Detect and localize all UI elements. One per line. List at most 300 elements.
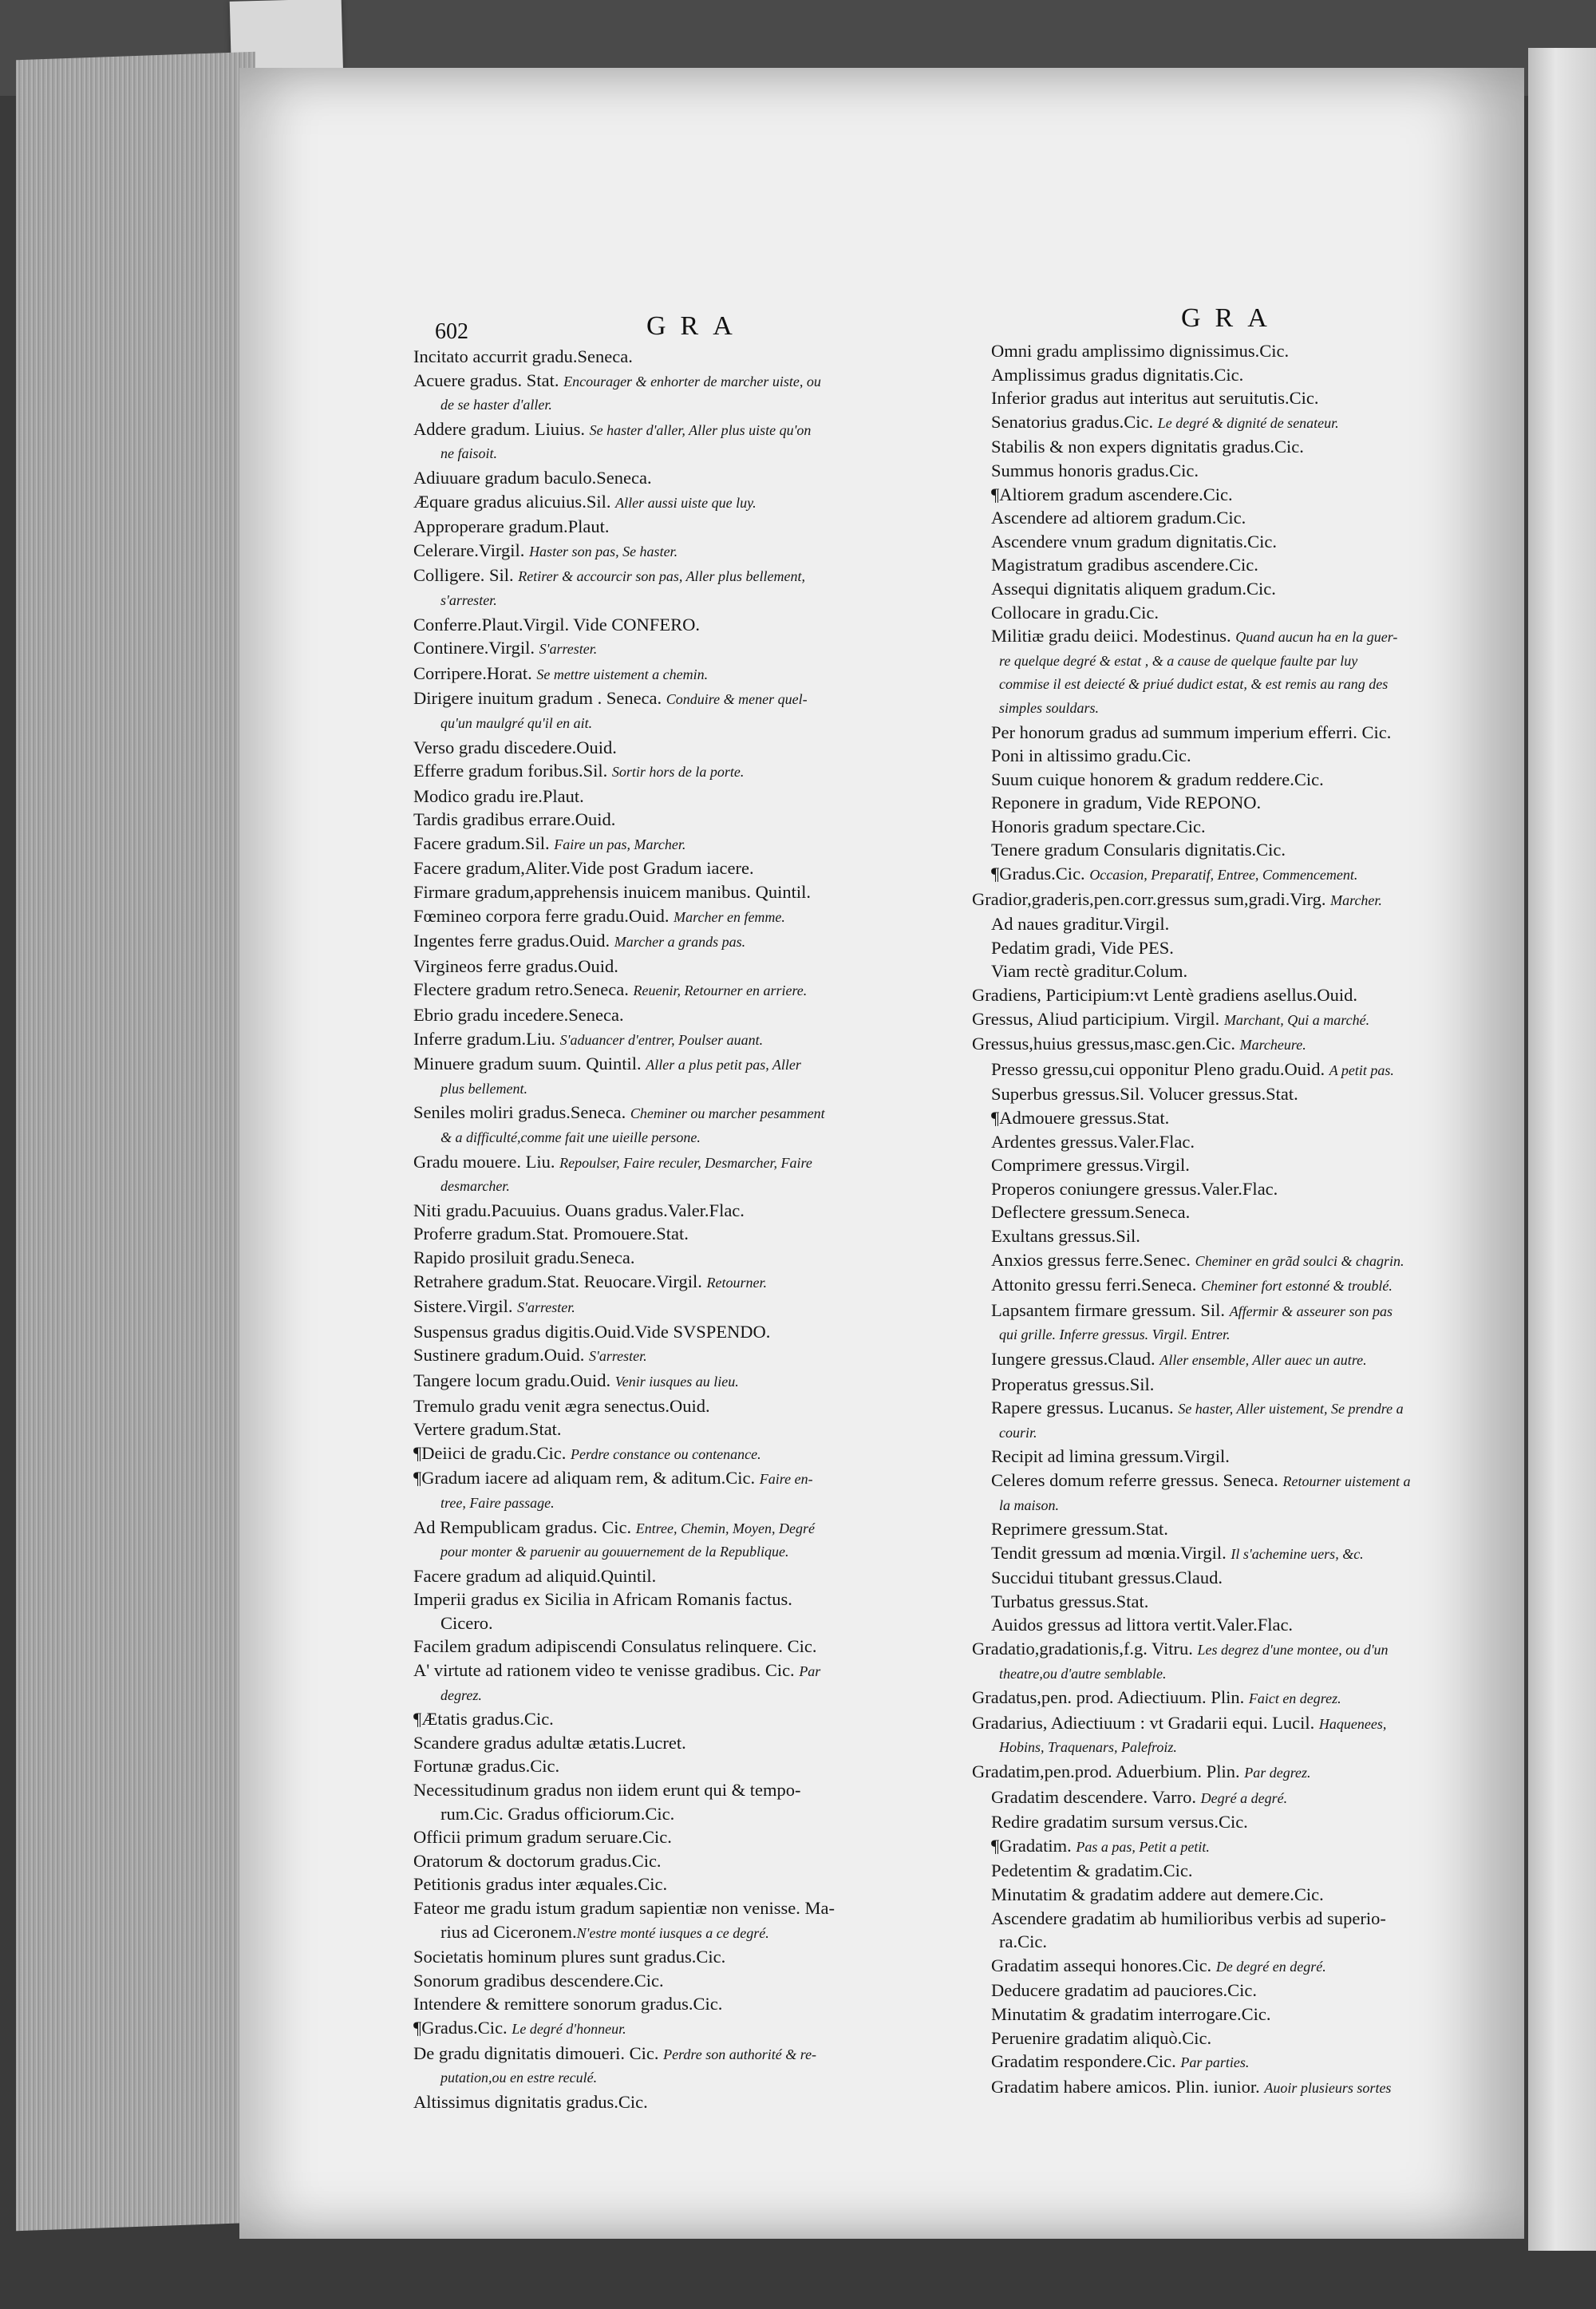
french-gloss: Cheminer en grãd soulci & chagrin.: [1195, 1252, 1404, 1269]
latin-text: Celerare.Virgil.: [413, 540, 525, 560]
latin-text: Minutatim & gradatim interrogare.Cic.: [991, 2003, 1271, 2024]
dictionary-entry: [413, 1731, 972, 1755]
entry-continuation: qui grille. Inferre gressus. Virgil. Entrer.: [999, 1326, 1231, 1343]
book-page: [239, 68, 1524, 2239]
latin-text: Corripere.Horat.: [413, 662, 532, 683]
latin-text: Succidui titubant gressus.Claud.: [991, 1568, 1223, 1588]
dictionary-entry: [413, 1222, 972, 1246]
latin-text: Presso gressu,cui opponitur Pleno gradu.Ouid.: [991, 1058, 1325, 1079]
dictionary-entry: [972, 1517, 1531, 1541]
latin-text: Acuere gradus. Stat.: [413, 370, 559, 390]
latin-text: Gradatim respondere.Cic.: [991, 2051, 1176, 2072]
latin-text: Cicero.: [440, 1612, 493, 1633]
latin-text: Rapere gressus. Lucanus.: [991, 1398, 1174, 1418]
latin-text: Iungere gressus.Claud.: [991, 1348, 1156, 1369]
french-gloss: Il s'achemine uers, &c.: [1231, 1545, 1364, 1562]
latin-text: Gradiens, Participium:vt Lentè gradiens asellus.Ouid.: [972, 985, 1358, 1006]
french-gloss: Quand aucun ha en la guer-: [1235, 629, 1398, 646]
dictionary-entry: [413, 856, 972, 880]
latin-text: Assequi dignitatis aliquem gradum.Cic.: [991, 578, 1276, 599]
dictionary-entry: [972, 363, 1531, 387]
latin-text: Tenere gradum Consularis dignitatis.Cic.: [991, 840, 1286, 860]
latin-text: Fœmineo corpora ferre gradu.Ouid.: [413, 905, 670, 926]
dictionary-entry: [413, 978, 972, 1003]
latin-text: Stabilis & non expers dignitatis gradus.Cic.: [991, 437, 1304, 457]
dictionary-entry: [972, 1177, 1531, 1201]
dictionary-entry: [413, 686, 972, 712]
dictionary-entry: [972, 2026, 1531, 2050]
french-gloss: Les degrez d'une montee, ou d'un: [1197, 1642, 1389, 1659]
dictionary-entry: [972, 1834, 1531, 1860]
page-header: [239, 303, 1524, 343]
dictionary-entry: [413, 929, 972, 955]
left-column: [413, 345, 972, 2113]
latin-text: Inferior gradus aut interitus aut seruitutis.Cic.: [991, 388, 1319, 409]
dictionary-entry: [972, 815, 1531, 839]
latin-text: Sistere.Virgil.: [413, 1296, 513, 1317]
latin-text: Ascendere ad altiorem gradum.Cic.: [991, 508, 1246, 528]
latin-text: Auidos gressus ad littora vertit.Valer.Flac.: [991, 1615, 1294, 1635]
dictionary-entry: [972, 1347, 1531, 1373]
headword-entry: [972, 1686, 1531, 1711]
latin-text: Gradatio,gradationis,f.g. Vitru.: [972, 1639, 1193, 1659]
latin-text: Properos coniungere gressus.Valer.Flac.: [991, 1178, 1278, 1199]
dictionary-entry: [413, 1295, 972, 1320]
latin-text: Ascendere gradatim ab humilioribus verbis ad superio-: [991, 1908, 1386, 1928]
dictionary-entry: [972, 1396, 1531, 1421]
entry-continuation: plus bellement.: [440, 1080, 527, 1097]
latin-text: Gradu mouere. Liu.: [413, 1151, 555, 1172]
latin-text: Tremulo gradu venit ægra senectus.Ouid.: [413, 1395, 710, 1416]
facing-page-edge: [1528, 48, 1596, 2251]
latin-text: Ad naues graditur.Virgil.: [991, 914, 1170, 935]
dictionary-entry: [972, 624, 1531, 650]
french-gloss: N'estre monté iusques a ce degré.: [576, 1924, 769, 1941]
french-gloss: Conduire & mener quel-: [666, 691, 808, 708]
french-gloss: Venir iusques au lieu.: [614, 1373, 739, 1390]
dictionary-entry: [413, 1199, 972, 1223]
latin-text: ra.Cic.: [999, 1931, 1047, 1952]
dictionary-entry: [413, 1394, 972, 1418]
dictionary-entry: [413, 2016, 972, 2042]
french-gloss: Par: [799, 1663, 821, 1680]
latin-text: Suum cuique honorem & gradum reddere.Cic.: [991, 769, 1324, 789]
dictionary-entry: [972, 1590, 1531, 1614]
latin-text: Rapido prosiluit gradu.Seneca.: [413, 1247, 635, 1267]
dictionary-entry: [972, 1082, 1531, 1106]
latin-text: rum.Cic. Gradus officiorum.Cic.: [440, 1803, 675, 1824]
dictionary-entry: [413, 1027, 972, 1053]
latin-text: ¶Gradus.Cic.: [413, 2017, 508, 2038]
entry-continuation: ne faisoit.: [440, 445, 497, 462]
latin-text: Ebrio gradu incedere.Seneca.: [413, 1005, 624, 1026]
latin-text: Poni in altissimo gradu.Cic.: [991, 745, 1191, 766]
latin-text: Dirigere inuitum gradum . Seneca.: [413, 688, 662, 709]
entry-continuation: theatre,ou d'autre semblable.: [999, 1665, 1167, 1682]
latin-text: Minuere gradum suum. Quintil.: [413, 1054, 642, 1074]
entry-continuation: putation,ou en estre reculé.: [440, 2070, 598, 2086]
latin-text: Gradatim assequi honores.Cic.: [991, 1955, 1212, 1975]
latin-text: Ascendere vnum gradum dignitatis.Cic.: [991, 531, 1278, 552]
dictionary-entry: [972, 2075, 1531, 2101]
french-gloss: Marcher.: [1330, 892, 1382, 908]
running-head-right: GRA: [1181, 303, 1282, 333]
dictionary-entry: [972, 1907, 1531, 1931]
dictionary-entry: [972, 1469, 1531, 1494]
latin-text: Efferre gradum foribus.Sil.: [413, 761, 608, 781]
dictionary-entry: [413, 1343, 972, 1369]
dictionary-entry: [413, 1754, 972, 1778]
latin-text: Suspensus gradus digitis.Ouid.Vide SVSPENDO.: [413, 1321, 771, 1342]
dictionary-entry: [972, 1058, 1531, 1083]
latin-text: Pedetentim & gradatim.Cic.: [991, 1860, 1193, 1881]
french-gloss: Haster son pas, Se haster.: [529, 543, 678, 559]
latin-text: Intendere & remittere sonorum gradus.Cic.: [413, 1994, 723, 2014]
latin-text: Pedatim gradi, Vide PES.: [991, 937, 1174, 958]
dictionary-entry: [413, 2090, 972, 2114]
latin-text: Ardentes gressus.Valer.Flac.: [991, 1131, 1195, 1152]
entry-continuation: courir.: [999, 1424, 1037, 1441]
latin-text: Incitato accurrit gradu.Seneca.: [413, 346, 633, 366]
latin-text: Niti gradu.Pacuuius. Ouans gradus.Valer.Flac.: [413, 1200, 745, 1220]
latin-text: Exultans gressus.Sil.: [991, 1225, 1140, 1246]
dictionary-entry: [413, 1707, 972, 1731]
dictionary-entry: [972, 601, 1531, 625]
dictionary-entry: [413, 539, 972, 564]
dictionary-entry: [972, 1299, 1531, 1324]
french-gloss: Le degré & dignité de senateur.: [1157, 414, 1339, 431]
french-gloss: Degré a degré.: [1200, 1789, 1288, 1806]
dictionary-entry: [972, 862, 1531, 888]
french-gloss: Faict en degrez.: [1248, 1690, 1341, 1707]
dictionary-entry: [972, 459, 1531, 483]
french-gloss: Cheminer ou marcher pesamment: [630, 1105, 825, 1122]
dictionary-entry: [972, 1810, 1531, 1834]
latin-text: A' virtute ad rationem video te venisse gradibus. Cic.: [413, 1660, 795, 1681]
dictionary-entry: [413, 662, 972, 687]
latin-text: Ingentes ferre gradus.Ouid.: [413, 931, 610, 951]
french-gloss: Cheminer fort estonné & troublé.: [1201, 1278, 1393, 1295]
latin-text: Continere.Virgil.: [413, 638, 535, 658]
french-gloss: Faire un pas, Marcher.: [554, 836, 686, 852]
dictionary-entry: [972, 1541, 1531, 1567]
latin-text: Gradatim habere amicos. Plin. iunior.: [991, 2076, 1260, 2097]
latin-text: Conferre.Plaut.Virgil. Vide CONFERO.: [413, 614, 700, 635]
dictionary-entry: [972, 1248, 1531, 1274]
latin-text: Lapsantem firmare gressum. Sil.: [991, 1299, 1226, 1320]
latin-text: Recipit ad limina gressum.Virgil.: [991, 1446, 1230, 1467]
french-gloss: Retourner.: [706, 1274, 767, 1291]
french-gloss: Se mettre uistement a chemin.: [536, 666, 709, 682]
latin-text: Deflectere gressum.Seneca.: [991, 1202, 1191, 1223]
dictionary-entry: [972, 386, 1531, 410]
latin-text: Ad Rempublicam gradus. Cic.: [413, 1516, 632, 1537]
entry-continuation: degrez.: [440, 1686, 482, 1703]
french-gloss: Marcher a grands pas.: [614, 934, 746, 951]
dictionary-entry: [413, 880, 972, 904]
dictionary-entry: [972, 912, 1531, 936]
dictionary-entry: [972, 1566, 1531, 1590]
dictionary-entry: [972, 1373, 1531, 1397]
french-gloss: Aller ensemble, Aller auec un autre.: [1159, 1351, 1367, 1368]
right-column: [972, 339, 1531, 2100]
dictionary-entry: [413, 417, 972, 443]
dictionary-entry: [413, 1659, 972, 1684]
latin-text: Anxios gressus ferre.Senec.: [991, 1249, 1191, 1270]
latin-text: Firmare gradum,apprehensis inuicem manibus. Quintil.: [413, 882, 812, 903]
french-gloss: Faire en-: [759, 1471, 813, 1488]
latin-text: Verso gradu discedere.Ouid.: [413, 737, 617, 757]
french-gloss: Marcheure.: [1239, 1037, 1306, 1054]
entry-continuation: Hobins, Traquenars, Palefroiz.: [999, 1739, 1177, 1756]
dictionary-entry: [972, 577, 1531, 601]
french-gloss: Marcher en femme.: [674, 908, 785, 925]
latin-text: Senatorius gradus.Cic.: [991, 411, 1154, 432]
dictionary-entry: [413, 1849, 972, 1873]
french-gloss: S'arrester.: [517, 1299, 575, 1316]
dictionary-entry: [413, 1369, 972, 1394]
french-gloss: Affermir & asseurer son pas: [1229, 1303, 1393, 1319]
french-gloss: Par parties.: [1180, 2054, 1250, 2071]
latin-text: Sonorum gradibus descendere.Cic.: [413, 1970, 664, 1991]
dictionary-entry: [413, 1992, 972, 2016]
dictionary-entry: [972, 2003, 1531, 2026]
dictionary-entry: [413, 904, 972, 930]
entry-continuation: & a difficulté,comme fait une uieille persone.: [440, 1129, 701, 1145]
dictionary-entry: [972, 483, 1531, 507]
latin-text: ¶Altiorem gradum ascendere.Cic.: [991, 484, 1233, 504]
latin-text: Fortunæ gradus.Cic.: [413, 1756, 560, 1777]
french-gloss: Haquenees,: [1318, 1715, 1387, 1732]
dictionary-entry: [413, 1896, 972, 1920]
dictionary-entry: [413, 1417, 972, 1441]
dictionary-entry: [413, 832, 972, 857]
latin-text: Magistratum gradibus ascendere.Cic.: [991, 555, 1258, 575]
french-gloss: Repoulser, Faire reculer, Desmarcher, Faire: [559, 1154, 812, 1171]
dictionary-entry: [413, 563, 972, 589]
latin-text: ¶Gradum iacere ad aliquam rem, & aditum.Cic.: [413, 1468, 756, 1489]
latin-text: Imperii gradus ex Sicilia in Africam Romanis factus.: [413, 1589, 792, 1610]
latin-text: Proferre gradum.Stat. Promouere.Stat.: [413, 1224, 689, 1244]
dictionary-entry: [413, 1516, 972, 1541]
french-gloss: Retourner uistement a: [1282, 1473, 1411, 1489]
entry-continuation: [413, 1920, 972, 1946]
french-gloss: S'arrester.: [588, 1348, 647, 1365]
latin-text: Gressus, Aliud participium. Virgil.: [972, 1008, 1220, 1029]
dictionary-entry: [972, 1224, 1531, 1248]
headword-entry: [972, 1711, 1531, 1737]
dictionary-entry: [972, 410, 1531, 436]
dictionary-entry: [413, 1246, 972, 1270]
dictionary-entry: [972, 553, 1531, 577]
latin-text: ¶Admouere gressus.Stat.: [991, 1108, 1170, 1128]
dictionary-entry: [972, 936, 1531, 960]
french-gloss: Se haster, Aller uistement, Se prendre a: [1178, 1401, 1404, 1417]
french-gloss: Aller aussi uiste que luy.: [615, 494, 757, 511]
latin-text: Vertere gradum.Stat.: [413, 1419, 562, 1440]
dictionary-entry: [972, 721, 1531, 745]
french-gloss: Pas a pas, Petit a petit.: [1076, 1838, 1210, 1855]
latin-text: Viam rectè graditur.Colum.: [991, 961, 1188, 982]
latin-text: Altissimus dignitatis gradus.Cic.: [413, 2091, 648, 2112]
dictionary-entry: [972, 959, 1531, 983]
latin-text: Facere gradum.Sil.: [413, 832, 550, 853]
french-gloss: S'arrester.: [539, 641, 598, 658]
french-gloss: Sortir hors de la porte.: [611, 764, 745, 781]
headword-entry: [972, 1032, 1531, 1058]
latin-text: Petitionis gradus inter æquales.Cic.: [413, 1874, 668, 1895]
dictionary-entry: [413, 1270, 972, 1295]
dictionary-entry: [413, 1441, 972, 1467]
dictionary-entry: [972, 768, 1531, 792]
dictionary-entry: [413, 1320, 972, 1344]
dictionary-entry: [413, 490, 972, 516]
latin-text: ¶Gradatim.: [991, 1835, 1072, 1856]
dictionary-entry: [972, 1859, 1531, 1883]
latin-text: Amplissimus gradus dignitatis.Cic.: [991, 364, 1244, 385]
headword-entry: [972, 1760, 1531, 1785]
latin-text: Addere gradum. Liuius.: [413, 418, 585, 439]
latin-text: Gressus,huius gressus,masc.gen.Cic.: [972, 1034, 1235, 1054]
latin-text: Approperare gradum.Plaut.: [413, 516, 610, 537]
latin-text: Facere gradum,Aliter.Vide post Gradum iacere.: [413, 858, 754, 879]
french-gloss: Par degrez.: [1244, 1765, 1311, 1781]
latin-text: Comprimere gressus.Virgil.: [991, 1155, 1190, 1176]
latin-text: ¶Ætatis gradus.Cic.: [413, 1709, 554, 1730]
latin-text: Oratorum & doctorum gradus.Cic.: [413, 1850, 662, 1871]
headword-entry: [972, 983, 1531, 1007]
dictionary-entry: [972, 506, 1531, 530]
latin-text: Summus honoris gradus.Cic.: [991, 460, 1199, 480]
french-gloss: Aller a plus petit pas, Aller: [646, 1057, 801, 1073]
dictionary-entry: [413, 808, 972, 832]
latin-text: Attonito gressu ferri.Seneca.: [991, 1275, 1197, 1295]
book-page-edges: [16, 52, 255, 2231]
dictionary-entry: [413, 515, 972, 539]
french-gloss: A petit pas.: [1329, 1062, 1394, 1078]
latin-text: Adiuuare gradum baculo.Seneca.: [413, 467, 652, 488]
french-gloss: S'aduancer d'entrer, Poulser auant.: [559, 1031, 764, 1048]
dictionary-entry: [413, 1003, 972, 1027]
french-gloss: Auoir plusieurs sortes: [1264, 2079, 1392, 2096]
latin-text: Reprimere gressum.Stat.: [991, 1519, 1168, 1540]
dictionary-entry: [413, 2042, 972, 2067]
headword-entry: [972, 1637, 1531, 1663]
latin-text: Minutatim & gradatim addere aut demere.Cic.: [991, 1884, 1324, 1904]
dictionary-entry: [413, 955, 972, 979]
dictionary-entry: [972, 1106, 1531, 1130]
latin-text: Gradatim,pen.prod. Aduerbium. Plin.: [972, 1761, 1240, 1782]
latin-text: Tardis gradibus errare.Ouid.: [413, 809, 616, 830]
latin-text: Gradarius, Adiectiuum : vt Gradarii equi. Lucil.: [972, 1712, 1315, 1733]
latin-text: Æquare gradus alicuius.Sil.: [413, 491, 611, 512]
dictionary-entry: [972, 791, 1531, 815]
latin-text: Tangere locum gradu.Ouid.: [413, 1370, 611, 1390]
dictionary-entry: [413, 736, 972, 760]
dictionary-entry: [972, 1613, 1531, 1637]
dictionary-entry: [972, 838, 1531, 862]
dictionary-entry: [972, 744, 1531, 768]
latin-text: Gradior,graderis,pen.corr.gressus sum,gradi.Virg.: [972, 888, 1326, 909]
latin-text: ¶Deiici de gradu.Cic.: [413, 1442, 567, 1463]
dictionary-entry: [972, 1979, 1531, 2003]
entry-continuation: qu'un maulgré qu'il en ait.: [440, 714, 593, 731]
latin-text: Properatus gressus.Sil.: [991, 1374, 1155, 1394]
dictionary-entry: [413, 1872, 972, 1896]
latin-text: Deducere gradatim ad pauciores.Cic.: [991, 1980, 1257, 2001]
latin-text: Superbus gressus.Sil. Volucer gressus.Stat.: [991, 1084, 1298, 1105]
latin-text: Flectere gradum retro.Seneca.: [413, 979, 629, 1000]
dictionary-entry: [413, 369, 972, 394]
latin-text: rius ad Ciceronem.: [440, 1921, 577, 1942]
french-gloss: Retirer & accourcir son pas, Aller plus bellement,: [518, 568, 806, 585]
latin-text: Necessitudinum gradus non iidem erunt qui & tempo-: [413, 1780, 801, 1801]
running-head-left: GRA: [646, 311, 747, 341]
latin-text: Societatis hominum plures sunt gradus.Cic.: [413, 1947, 726, 1967]
french-gloss: De degré en degré.: [1215, 1958, 1326, 1975]
entry-continuation: re quelque degré & estat , & a cause de quelque faulte par luy: [999, 652, 1358, 669]
entry-continuation: pour monter & paruenir au gouuernement de la Republique.: [440, 1544, 789, 1560]
dictionary-entry: [972, 1130, 1531, 1154]
latin-text: Retrahere gradum.Stat. Reuocare.Virgil.: [413, 1271, 702, 1291]
latin-text: Colligere. Sil.: [413, 565, 514, 586]
latin-text: Gradatim descendere. Varro.: [991, 1786, 1196, 1807]
dictionary-entry: [413, 1969, 972, 1993]
entry-continuation: [413, 1802, 972, 1826]
dictionary-entry: [413, 1945, 972, 1969]
dictionary-entry: [972, 530, 1531, 554]
latin-text: Scandere gradus adultæ ætatis.Lucret.: [413, 1732, 686, 1753]
dictionary-entry: [413, 785, 972, 809]
dictionary-entry: [413, 1150, 972, 1176]
latin-text: De gradu dignitatis dimoueri. Cic.: [413, 2042, 659, 2063]
dictionary-entry: [413, 1778, 972, 1802]
latin-text: ¶Gradus.Cic.: [991, 864, 1085, 884]
french-gloss: Le degré d'honneur.: [512, 2020, 626, 2037]
latin-text: Omni gradu amplissimo dignissimus.Cic.: [991, 341, 1290, 361]
entry-continuation: [413, 1611, 972, 1635]
latin-text: Per honorum gradus ad summum imperium efferri. Cic.: [991, 722, 1392, 742]
dictionary-entry: [413, 1587, 972, 1611]
latin-text: Turbatus gressus.Stat.: [991, 1591, 1149, 1611]
entry-continuation: desmarcher.: [440, 1178, 510, 1195]
french-gloss: Entree, Chemin, Moyen, Degré: [635, 1520, 815, 1536]
dictionary-entry: [413, 466, 972, 490]
dictionary-entry: [972, 1445, 1531, 1469]
latin-text: Collocare in gradu.Cic.: [991, 602, 1159, 623]
french-gloss: Se haster d'aller, Aller plus uiste qu'on: [589, 421, 812, 438]
latin-text: Peruenire gradatim aliquò.Cic.: [991, 2027, 1212, 2048]
dictionary-entry: [972, 1200, 1531, 1224]
dictionary-entry: [413, 759, 972, 785]
french-gloss: Perdre son authorité & re-: [663, 2046, 817, 2062]
headword-entry: [972, 888, 1531, 913]
dictionary-entry: [413, 1564, 972, 1588]
latin-text: Facere gradum ad aliquid.Quintil.: [413, 1565, 657, 1586]
entry-continuation: simples souldars.: [999, 699, 1100, 716]
latin-text: Virgineos ferre gradus.Ouid.: [413, 955, 618, 976]
dictionary-entry: [413, 1101, 972, 1126]
latin-text: Seniles moliri gradus.Seneca.: [413, 1102, 626, 1123]
dictionary-entry: [413, 1825, 972, 1849]
dictionary-entry: [972, 339, 1531, 363]
dictionary-entry: [972, 1954, 1531, 1979]
dictionary-entry: [413, 636, 972, 662]
dictionary-entry: [413, 345, 972, 369]
dictionary-entry: [972, 1785, 1531, 1811]
entry-continuation: s'arrester.: [440, 591, 497, 608]
french-gloss: Encourager & enhorter de marcher uiste, ou: [563, 373, 821, 389]
